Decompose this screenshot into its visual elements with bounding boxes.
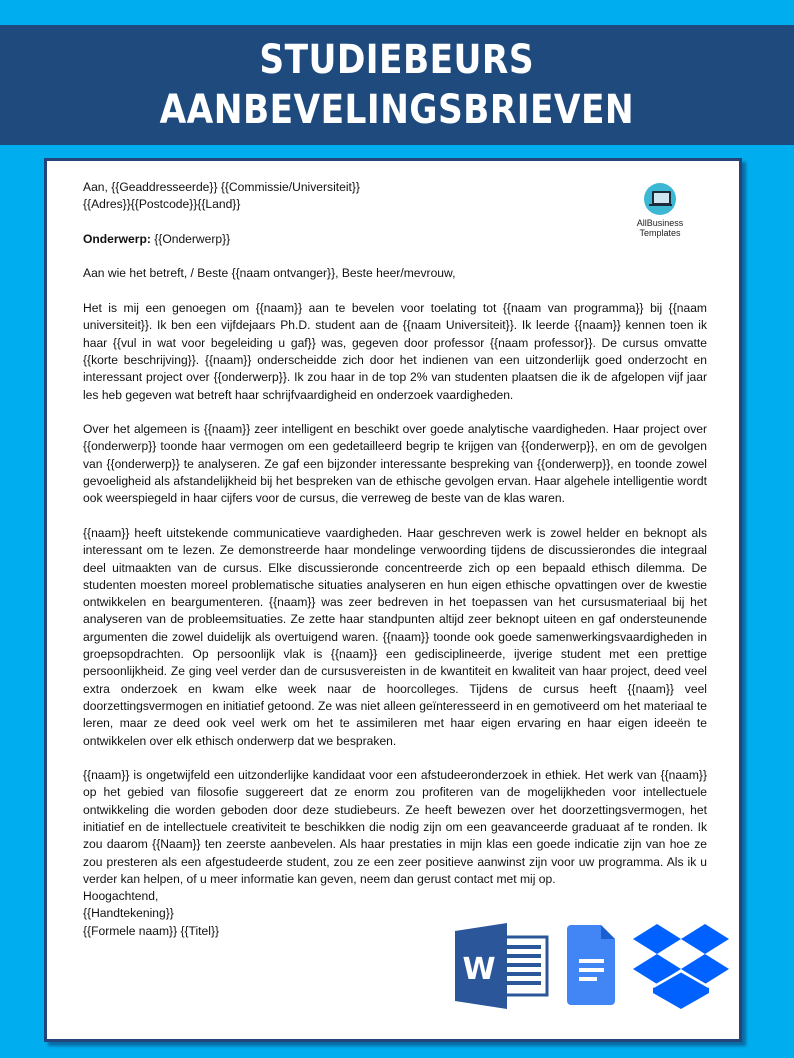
address-line-1: Aan, {{Geaddresseerde}} {{Commissie/Universiteit}} — [83, 180, 360, 194]
closing: Hoogachtend, — [83, 889, 159, 904]
paragraph-1: Het is mij een genoegen om {{naam}} aan te bevelen voor toelating tot {{naam van programma}} bij {{naam universiteit}}. Ik ben een vijfdejaars Ph.D. student aan de {{naam Universiteit}}. Ik leerde {{naam}} kennen toen ik haar {{vul in wat voor begeleiding u gaf}} was, gegeven door professor {{naam professor}}. De cursus omvatte {{korte beschrijving}}. {{naam}} onderscheidde zich door het indienen van een uitzonderlijk goed onderzocht en interessant project over {{onderwerp}}. Ik zou haar in de top 2% van studenten plaatsen die ik de afgelopen vijf jaar les heb gegeven wat betreft haar schrijfvaardigheid en onderzoek vaardigheden. — [83, 301, 707, 402]
document-page — [44, 158, 742, 1042]
paragraph-2: Over het algemeen is {{naam}} zeer intelligent en beschikt over goede analytische vaardigheden. Haar project over {{onderwerp}} toonde haar vermogen om een gedetailleerd begrip te krijgen van {{onderwerp}}, en om de gevolgen van {{onderwerp}} te analyseren. Ze gaf een bijzonder interessante bespreking van {{onderwerp}}, en toonde zowel gevoeligheid als afstandelijkheid bij het bespreken van de ethische gevolgen ervan. Haar algehele intelligentie wordt ook weerspiegeld in haar cijfers voor de cursus, die verreweg de beste van de klas waren. — [83, 422, 707, 506]
letter-body — [83, 179, 707, 940]
microsoft-word-icon — [455, 923, 549, 1009]
title-banner — [0, 25, 794, 145]
logo-line-1: AllBusiness — [636, 218, 684, 228]
banner-title-line-1: STUDIEBEURS — [259, 37, 535, 83]
paragraph-4: {{naam}} is ongetwijfeld een uitzonderlijke kandidaat voor een afstudeeronderzoek in ethiek. Het werk van {{naam}} op het gebied van filosofie suggereert dat ze enorm zou profiteren van de mogelijkheden voor intellectuele ontwikkeling die worden geboden door deze studiebeurs. Ze heeft bewezen over het doorzettingsvermogen, het initiatief en de intellectuele creativiteit te beschikken die nodig zijn om een geavanceerde graduaat af te ronden. Ik zou daarom {{Naam}} ten zeerste aanbevelen. Als haar prestaties in mijn klas een goede indicatie zijn van hoe ze zou presteren als een afgestudeerde student, zou ze een zeer positieve aanwinst zijn voor uw programma. Als ik u verder kan helpen, of u meer informatie kan geven, neem dan gerust contact met mij op. — [83, 768, 707, 886]
subject-line — [83, 231, 707, 248]
salutation: Aan wie het betreft, / Beste {{naam ontvanger}}, Beste heer/mevrouw, — [83, 266, 456, 281]
dropbox-icon — [633, 921, 729, 1011]
name-title: {{Formele naam}} {{Titel}} — [83, 923, 220, 938]
address-line-2: {{Adres}}{{Postcode}}{{Land}} — [83, 197, 241, 212]
subject-label: Onderwerp: — [83, 231, 151, 246]
logo-line-2: Templates — [639, 228, 681, 238]
svg-text:W: W — [462, 952, 496, 987]
subject-value: {{Onderwerp}} — [150, 231, 231, 246]
google-docs-icon — [567, 925, 615, 1005]
app-icons — [453, 921, 743, 1021]
paragraph-3: {{naam}} heeft uitstekende communicatieve vaardigheden. Haar geschreven werk is zowel helder en beknopt als interessant om te lezen. Ze demonstreerde haar mondelinge verwoording tijdens de discussierondes die integraal deel uitmaakten van de cursus. Elke discussieronde concentreerde zich op een bepaald ethisch dilemma. De studenten moesten moreel problematische situaties analyseren en hun eigen ethische opvattingen over de kwestie ontwikkelen en beargumenteren. {{naam}} was zeer bedreven in het toepassen van het cursusmateriaal bij het analyseren van de probleemsituaties. Ze zette haar standpunten altijd zeer beknopt uiteen en gaf ondersteunende argumenten die zowel duidelijk als overtuigend waren. {{naam}} toonde ook goede samenwerkingsvaardigheden in groepsopdrachten. Op persoonlijk vlak is {{naam}} een gedisciplineerde, ijverige student met een prettige persoonlijkheid. Ze ging veel verder dan de cursusvereisten in de kwantiteit en kwaliteit van haar project, deed veel extra onderzoek en kwam elke week naar de hoorcolleges. Tijdens de cursus heeft {{naam}} veel doorzettingsvermogen en initiatief getoond. Ze was niet alleen geïnteresseerd in en gemotiveerd om het materiaal te leren, maar ze deed ook veel werk om het te assimileren met haar eigen ervaring en haar eigen ideeën te ontwikkelen over elk ethisch onderwerp dat we bespraken. — [83, 525, 707, 748]
banner-title-line-2: AANBEVELINGSBRIEVEN — [159, 87, 635, 133]
signature: {{Handtekening}} — [83, 906, 174, 921]
